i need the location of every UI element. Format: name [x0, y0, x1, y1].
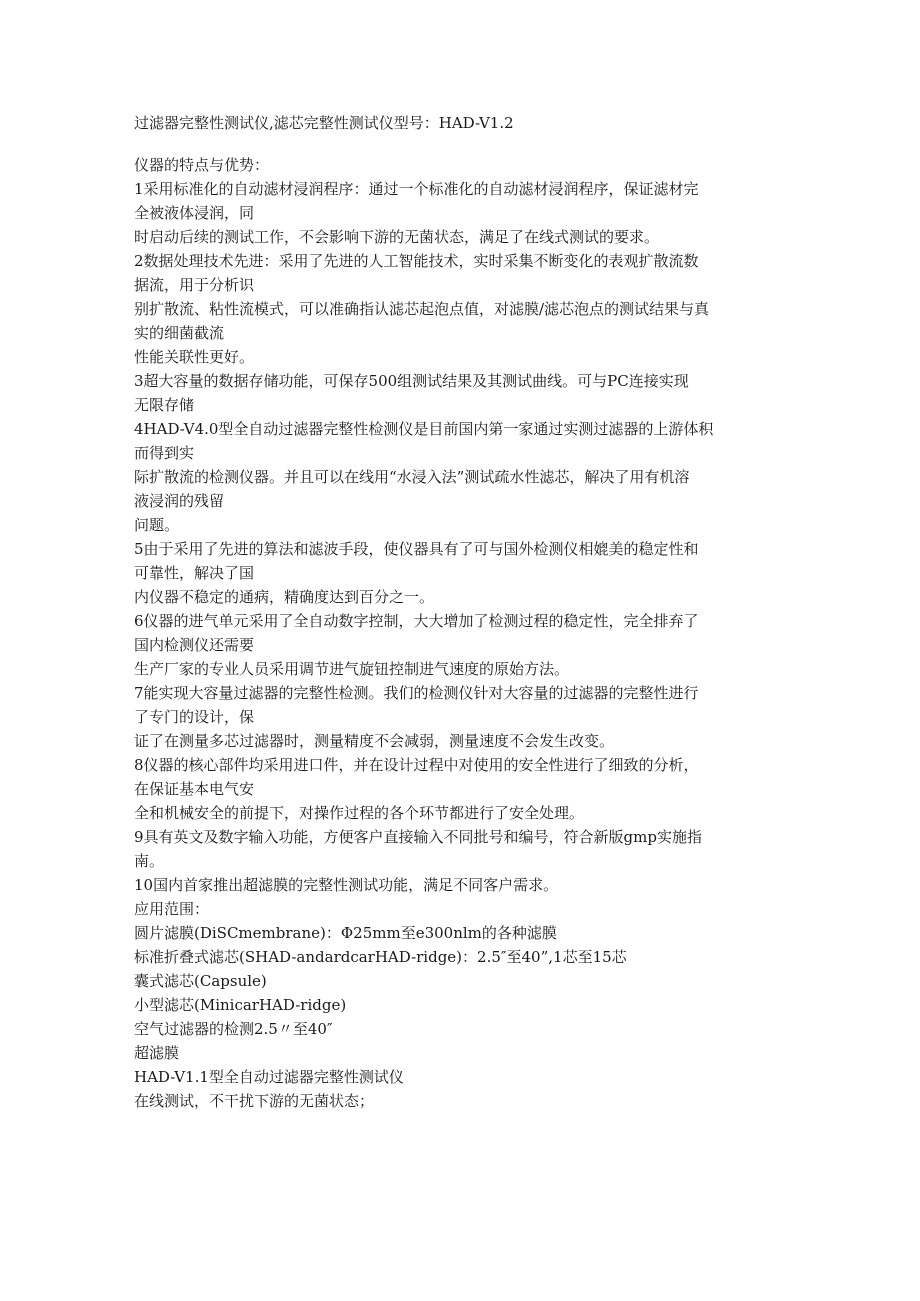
text-line: 据流，用于分析识 [134, 276, 255, 294]
text-line: 证了在测量多芯过滤器时，测量精度不会减弱，测量速度不会发生改变。 [134, 732, 615, 750]
text-line: 3超大容量的数据存储功能，可保存500组测试结果及其测试曲线。可与PC连接实现 [134, 372, 689, 390]
text-line: 在保证基本电气安 [134, 780, 255, 798]
text-line: 生产厂家的专业人员采用调节进气旋钮控制进气速度的原始方法。 [134, 660, 570, 678]
document-lines [134, 153, 794, 1113]
text-line: 实的细菌截流 [134, 324, 225, 342]
text-line: 可靠性，解决了国 [134, 564, 255, 582]
text-line: 仪器的特点与优势： [134, 156, 270, 174]
text-line: 了专门的设计，保 [134, 708, 255, 726]
text-line: 4HAD-V4.0型全自动过滤器完整性检测仪是目前国内第一家通过实测过滤器的上游体积 [134, 420, 714, 438]
text-line: 2数据处理技术先进：采用了先进的人工智能技术，实时采集不断变化的表观扩散流数 [134, 252, 699, 270]
text-line: 性能关联性更好。 [134, 348, 255, 366]
text-line: 小型滤芯(MinicarHAD-ridge) [134, 996, 347, 1014]
text-line: 全被液体浸润，同 [134, 204, 255, 222]
text-line: 全和机械安全的前提下，对操作过程的各个环节都进行了安全处理。 [134, 804, 585, 822]
text-line: 际扩散流的检测仪器。并且可以在线用“水浸入法”测试疏水性滤芯，解决了用有机溶 [134, 468, 690, 486]
document-title: 过滤器完整性测试仪,滤芯完整性测试仪型号：HAD-V1.2 [134, 114, 514, 132]
text-line: 10国内首家推出超滤膜的完整性测试功能，满足不同客户需求。 [134, 876, 559, 894]
document-body [134, 111, 794, 1113]
text-line: 内仪器不稳定的通病，精确度达到百分之一。 [134, 588, 435, 606]
text-line: 超滤膜 [134, 1044, 180, 1062]
text-line: 国内检测仪还需要 [134, 636, 255, 654]
text-line: 而得到实 [134, 444, 195, 462]
text-line: HAD-V1.1型全自动过滤器完整性测试仪 [134, 1068, 404, 1086]
text-line: 1采用标准化的自动滤材浸润程序：通过一个标准化的自动滤材浸润程序，保证滤材完 [134, 180, 699, 198]
text-line: 5由于采用了先进的算法和滤波手段，使仪器具有了可与国外检测仪相媲美的稳定性和 [134, 540, 699, 558]
text-line: 6仪器的进气单元采用了全自动数字控制，大大增加了检测过程的稳定性，完全排弃了 [134, 612, 699, 630]
text-line: 9具有英文及数字输入功能，方便客户直接输入不同批号和编号，符合新版gmp实施指 [134, 828, 702, 846]
text-line: 时启动后续的测试工作，不会影响下游的无菌状态，满足了在线式测试的要求。 [134, 228, 660, 246]
text-line: 液浸润的残留 [134, 492, 225, 510]
text-line: 囊式滤芯(Capsule) [134, 972, 267, 990]
text-line: 应用范围： [134, 900, 210, 918]
text-line: 别扩散流、粘性流模式，可以准确指认滤芯起泡点值，对滤膜/滤芯泡点的测试结果与真 [134, 300, 710, 318]
text-line: 问题。 [134, 516, 180, 534]
text-line: 无限存储 [134, 396, 195, 414]
text-line: 空气过滤器的检测2.5〃至40″ [134, 1020, 333, 1038]
text-line: 8仪器的核心部件均采用进口件，并在设计过程中对使用的安全性进行了细致的分析， [134, 756, 699, 774]
text-line: 圆片滤膜(DiSCmembrane)：Φ25mm至e300nlm的各种滤膜 [134, 924, 557, 942]
text-line: 标准折叠式滤芯(SHAD-andardcarHAD-ridge)：2.5″至40”,1芯至15芯 [134, 948, 627, 966]
text-line: 在线测试，不干扰下游的无菌状态； [134, 1092, 375, 1110]
text-line: 南。 [134, 852, 165, 870]
text-line: 7能实现大容量过滤器的完整性检测。我们的检测仪针对大容量的过滤器的完整性进行 [134, 684, 699, 702]
